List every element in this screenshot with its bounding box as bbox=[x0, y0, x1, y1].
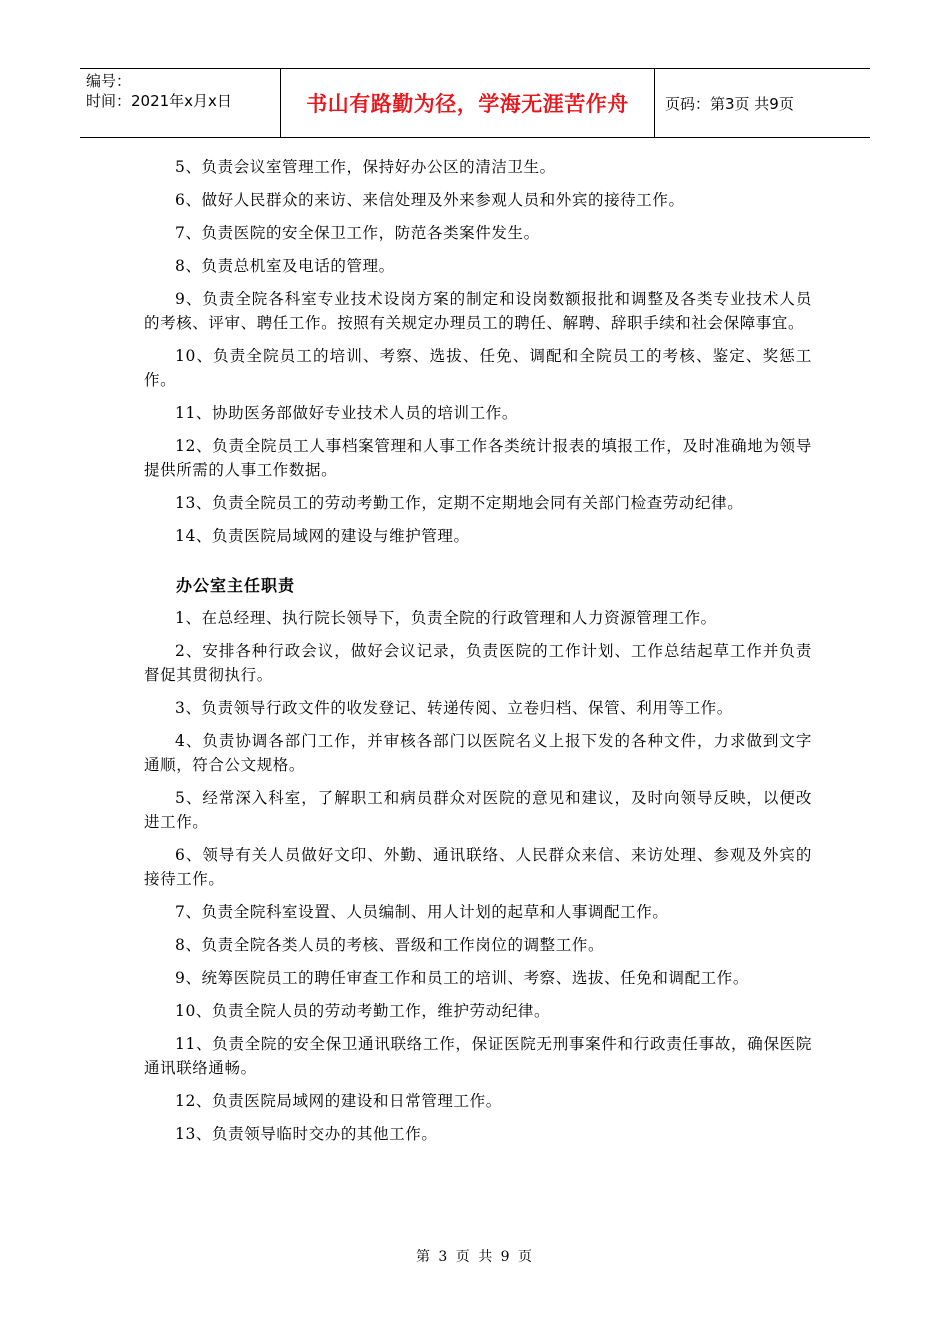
duty-item: 10、负责全院人员的劳动考勤工作，维护劳动纪律。 bbox=[175, 1002, 551, 1020]
duty-item: 5、经常深入科室，了解职工和病员群众对医院的意见和建议，及时向领导反映，以便改进工作。 bbox=[144, 789, 812, 831]
section-2-list bbox=[144, 606, 812, 1146]
page-footer: 第 3 页 共 9 页 bbox=[415, 1249, 535, 1265]
duty-item: 6、领导有关人员做好文印、外勤、通讯联络、人民群众来信、来访处理、参观及外宾的接待工作。 bbox=[144, 846, 812, 888]
header-motto: 书山有路勤为径，学海无涯苦作舟 bbox=[281, 69, 655, 137]
duty-item: 7、负责医院的安全保卫工作，防范各类案件发生。 bbox=[175, 224, 540, 242]
section-1-list bbox=[144, 155, 812, 548]
duty-item: 13、负责领导临时交办的其他工作。 bbox=[175, 1125, 438, 1143]
duty-item: 10、负责全院员工的培训、考察、选拔、任免、调配和全院员工的考核、鉴定、奖惩工作。 bbox=[144, 347, 812, 389]
header-meta bbox=[80, 69, 281, 137]
duty-item: 9、统筹医院员工的聘任审查工作和员工的培训、考察、选拔、任免和调配工作。 bbox=[175, 969, 749, 987]
duty-item: 7、负责全院科室设置、人员编制、用人计划的起草和人事调配工作。 bbox=[175, 903, 669, 921]
document-body bbox=[144, 155, 812, 1155]
duty-item: 1、在总经理、执行院长领导下，负责全院的行政管理和人力资源管理工作。 bbox=[175, 609, 717, 627]
code-label: 编号： bbox=[86, 72, 132, 90]
duty-item: 5、负责会议室管理工作，保持好办公区的清洁卫生。 bbox=[175, 158, 556, 176]
duty-item: 12、负责医院局域网的建设和日常管理工作。 bbox=[175, 1092, 502, 1110]
duty-item: 3、负责领导行政文件的收发登记、转递传阅、立卷归档、保管、利用等工作。 bbox=[175, 699, 733, 717]
duty-item: 6、做好人民群众的来访、来信处理及外来参观人员和外宾的接待工作。 bbox=[175, 191, 685, 209]
duty-item: 8、负责全院各类人员的考核、晋级和工作岗位的调整工作。 bbox=[175, 936, 605, 954]
date-label: 时间：2021年x月x日 bbox=[86, 92, 232, 110]
duty-item: 11、负责全院的安全保卫通讯联络工作，保证医院无刑事案件和行政责任事故，确保医院通讯联络通畅。 bbox=[144, 1035, 812, 1077]
duty-item: 13、负责全院员工的劳动考勤工作，定期不定期地会同有关部门检查劳动纪律。 bbox=[175, 494, 744, 512]
page-header bbox=[80, 68, 870, 138]
duty-item: 8、负责总机室及电话的管理。 bbox=[175, 257, 395, 275]
duty-item: 4、负责协调各部门工作，并审核各部门以医院名义上报下发的各种文件，力求做到文字通顺，符合公文规格。 bbox=[144, 732, 812, 774]
duty-item: 11、协助医务部做好专业技术人员的培训工作。 bbox=[175, 404, 518, 422]
duty-item: 2、安排各种行政会议，做好会议记录，负责医院的工作计划、工作总结起草工作并负责督促其贯彻执行。 bbox=[144, 642, 812, 684]
header-page-label: 页码：第3页 共9页 bbox=[665, 94, 794, 113]
section-2-title: 办公室主任职责 bbox=[176, 576, 296, 595]
duty-item: 14、负责医院局域网的建设与维护管理。 bbox=[175, 527, 470, 545]
duty-item: 12、负责全院员工人事档案管理和人事工作各类统计报表的填报工作，及时准确地为领导提供所需的人事工作数据。 bbox=[144, 437, 812, 479]
duty-item: 9、负责全院各科室专业技术设岗方案的制定和设岗数额报批和调整及各类专业技术人员的考核、评审、聘任工作。按照有关规定办理员工的聘任、解聘、辞职手续和社会保障事宜。 bbox=[144, 290, 812, 332]
